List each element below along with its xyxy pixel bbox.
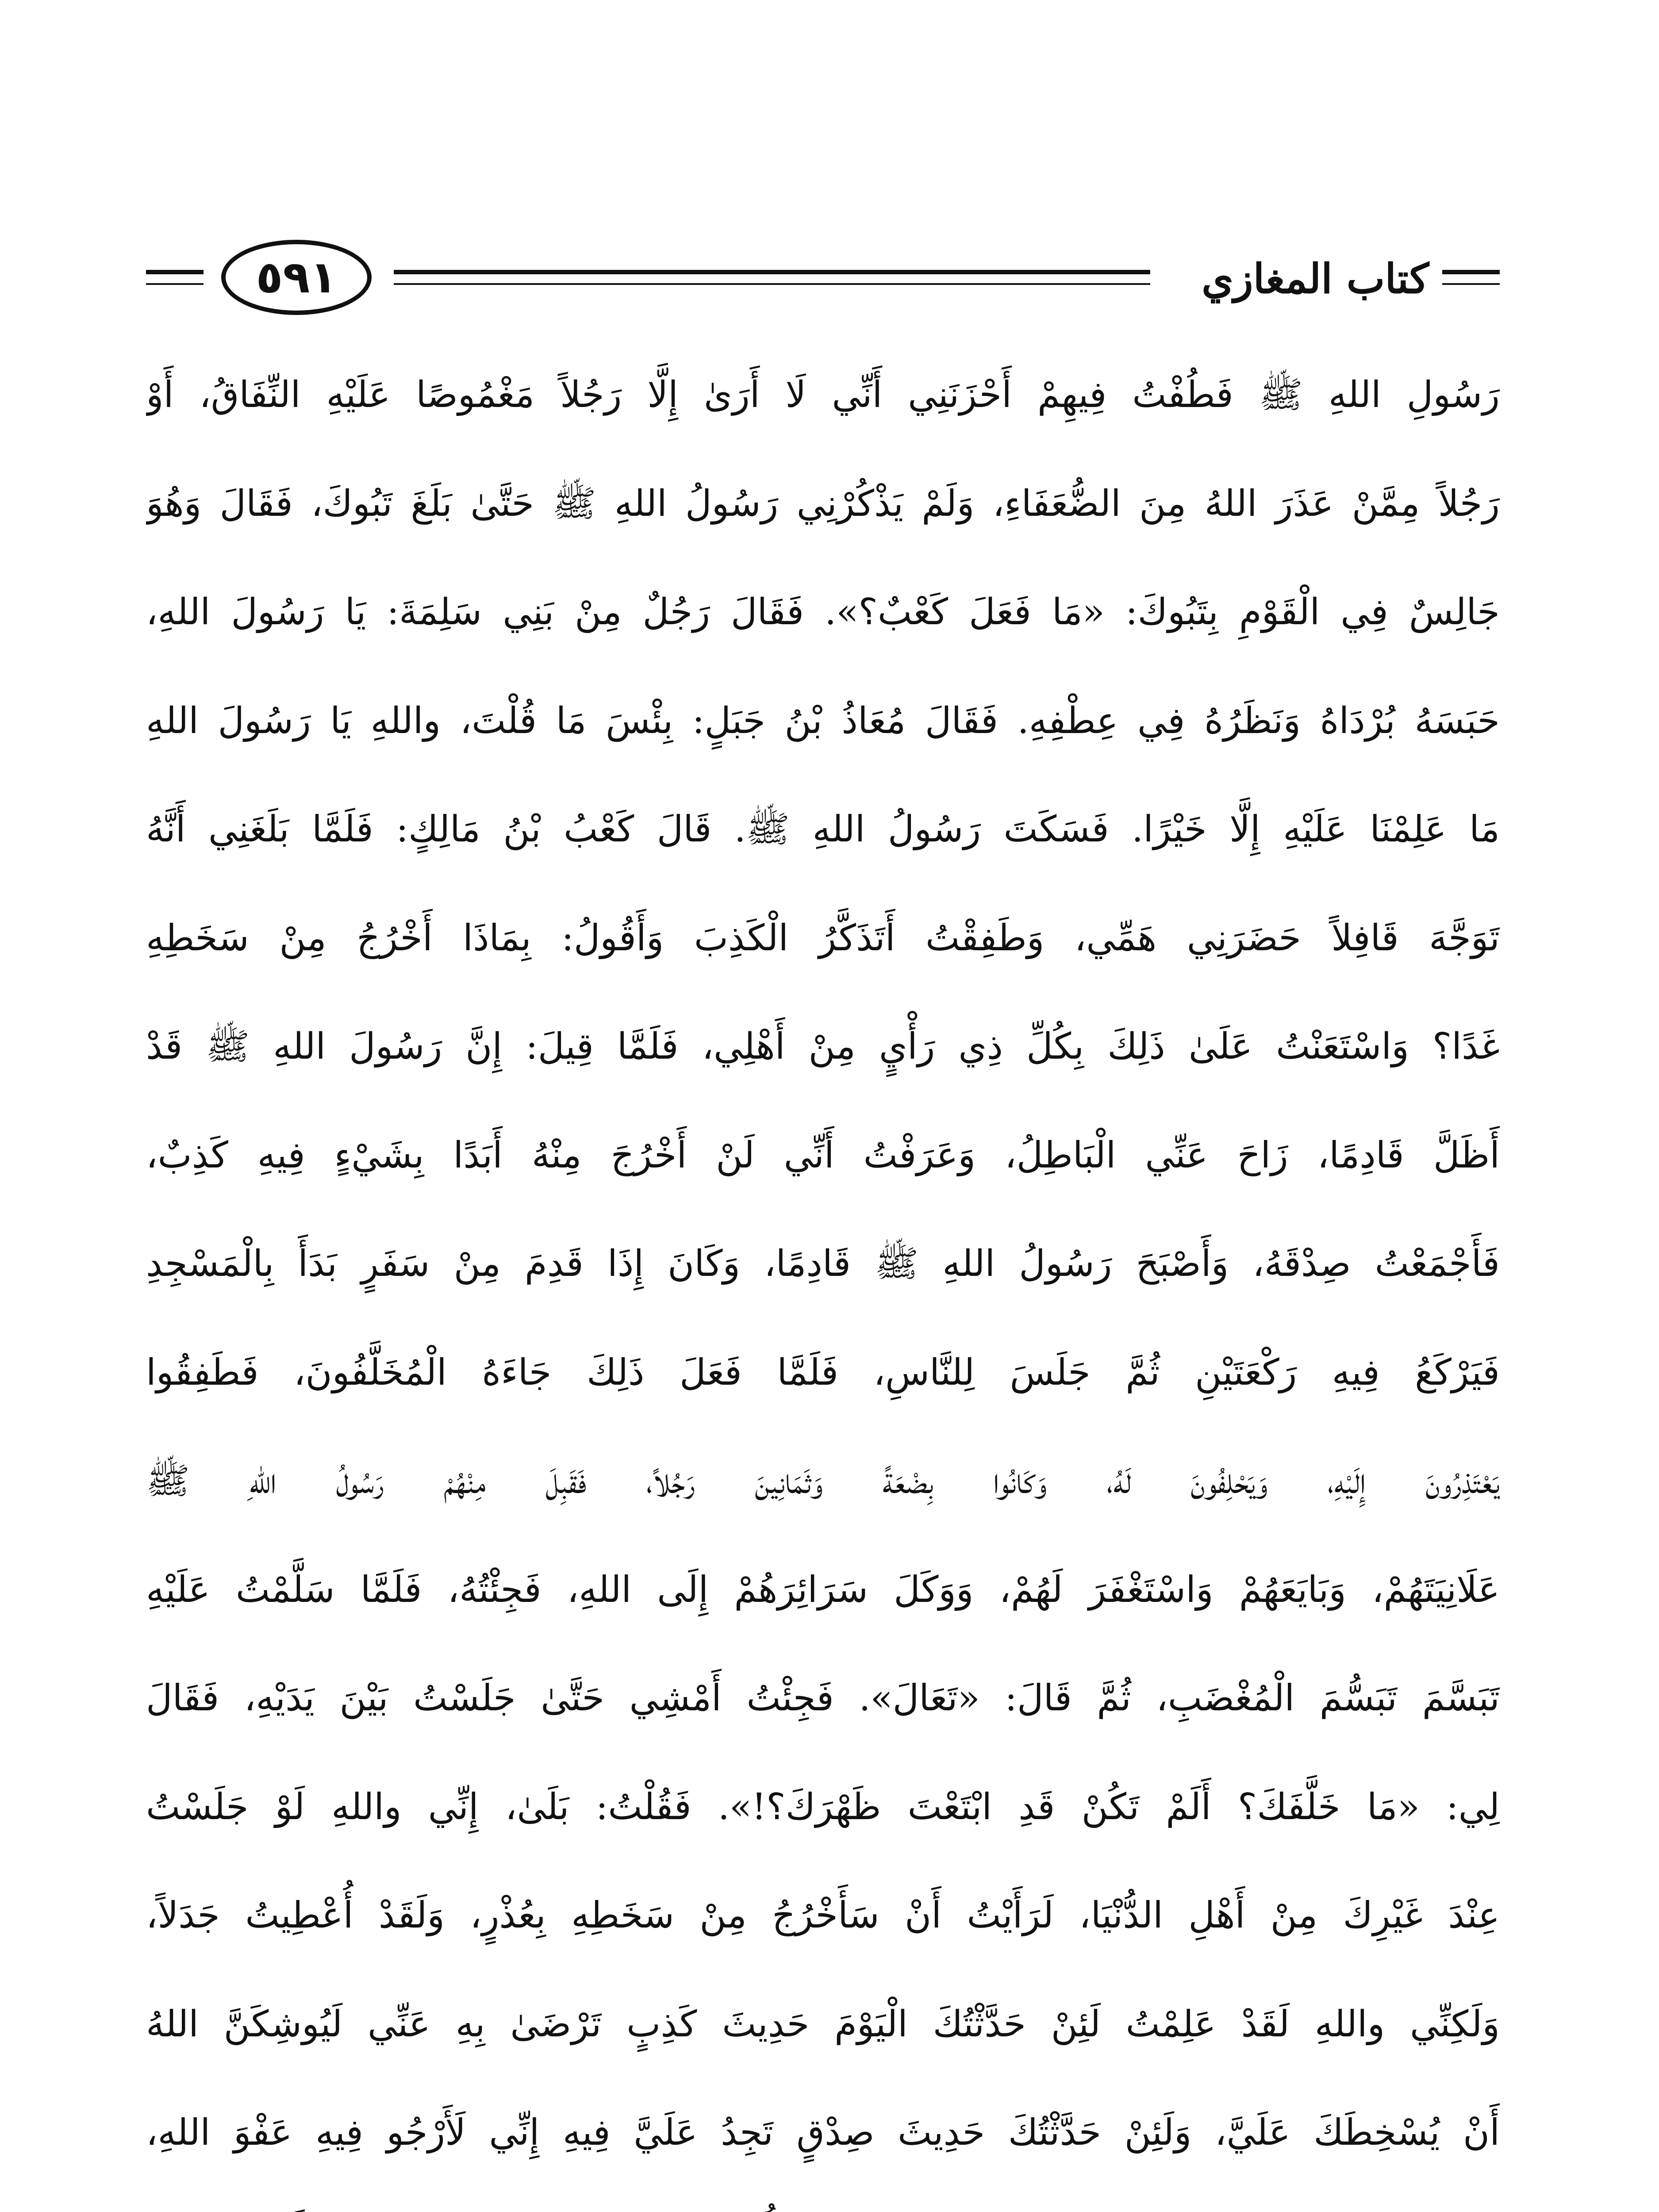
text-line: عَلَانِيَتَهُمْ، وَبَايَعَهُمْ وَاسْتَغْفَرَ لَهُمْ، وَوَكَلَ سَرَائِرَهُمْ إِلَى اللهِ، فَجِئْتُهُ، فَلَمَّا سَلَّمْتُ عَلَيْهِ (146, 1568, 1500, 1611)
chapter-title: كتاب المغازي (1202, 255, 1429, 303)
header-rule (1442, 283, 1500, 285)
text-line: لِي: «مَا خَلَّفَكَ؟ أَلَمْ تَكُنْ قَدِ ابْتَعْتَ ظَهْرَكَ؟!». فَقُلْتُ: بَلَىٰ، إِنِّي واللهِ لَوْ جَلَسْتُ (146, 1786, 1500, 1828)
text-line: أَظَلَّ قَادِمًا، زَاحَ عَنِّي الْبَاطِلُ، وَعَرَفْتُ أَنِّي لَنْ أَخْرُجَ مِنْهُ أَبَدًا بِشَيْءٍ فِيهِ كَذِبٌ، (146, 1134, 1500, 1176)
text-line: جَالِسٌ فِي الْقَوْمِ بِتَبُوكَ: «مَا فَعَلَ كَعْبٌ؟». فَقَالَ رَجُلٌ مِنْ بَنِي سَلِمَةَ: يَا رَسُولَ اللهِ، (146, 591, 1500, 633)
text-line: مَا عَلِمْنَا عَلَيْهِ إِلَّا خَيْرًا. فَسَكَتَ رَسُولُ اللهِ ﷺ. قَالَ كَعْبُ بْنُ مَالِكٍ: فَلَمَّا بَلَغَنِي أَنَّهُ (146, 808, 1500, 850)
header-rule (394, 283, 1150, 285)
text-line: فَيَرْكَعُ فِيهِ رَكْعَتَيْنِ ثُمَّ جَلَسَ لِلنَّاسِ، فَلَمَّا فَعَلَ ذَلِكَ جَاءَهُ الْمُخَلَّفُونَ، فَطَفِقُوا (146, 1351, 1500, 1394)
page-number: ٥٩١ (256, 251, 337, 303)
page-number-frame (195, 230, 398, 327)
running-header (146, 230, 1500, 327)
text-line: غَدًا؟ وَاسْتَعَنْتُ عَلَىٰ ذَلِكَ بِكُلِّ ذِي رَأْيٍ مِنْ أَهْلِي، فَلَمَّا قِيلَ: إِنَّ رَسُولَ اللهِ ﷺ قَدْ (146, 1025, 1500, 1068)
text-line (146, 2187, 1500, 2212)
text-line: أَنْ يُسْخِطَكَ عَلَيَّ، وَلَئِنْ حَدَّثْتُكَ حَدِيثَ صِدْقٍ تَجِدُ عَلَيَّ فِيهِ إِنِّي لَأَرْجُو فِيهِ عَفْوَ اللهِ، (146, 2112, 1500, 2154)
text-line: وَلَكِنِّي واللهِ لَقَدْ عَلِمْتُ لَئِنْ حَدَّثْتُكَ الْيَوْمَ حَدِيثَ كَذِبٍ تَرْضَىٰ بِهِ عَنِّي لَيُوشِكَنَّ اللهُ (146, 2003, 1500, 2045)
text-line: رَسُولِ اللهِ ﷺ فَطُفْتُ فِيهِمْ أَحْزَنَنِي أَنِّي لَا أَرَىٰ إِلَّا رَجُلاً مَغْمُوصًا عَلَيْهِ النِّفَاقُ، أَوْ (146, 374, 1500, 416)
text-line: رَجُلاً مِمَّنْ عَذَرَ اللهُ مِنَ الضُّعَفَاءِ، وَلَمْ يَذْكُرْنِي رَسُولُ اللهِ ﷺ حَتَّىٰ بَلَغَ تَبُوكَ، فَقَالَ وَهُوَ (146, 482, 1500, 525)
header-rule (394, 270, 1150, 274)
text-line: عِنْدَ غَيْرِكَ مِنْ أَهْلِ الدُّنْيَا، لَرَأَيْتُ أَنْ سَأَخْرُجُ مِنْ سَخَطِهِ بِعُذْرٍ، وَلَقَدْ أُعْطِيتُ جَدَلاً، (146, 1894, 1500, 1936)
text-line: حَبَسَهُ بُرْدَاهُ وَنَظَرُهُ فِي عِطْفِهِ. فَقَالَ مُعَاذُ بْنُ جَبَلٍ: بِئْسَ مَا قُلْتَ، واللهِ يَا رَسُولَ اللهِ (146, 699, 1500, 742)
text-line: تَوَجَّهَ قَافِلاً حَضَرَنِي هَمِّي، وَطَفِقْتُ أَتَذَكَّرُ الْكَذِبَ وَأَقُولُ: بِمَاذَا أَخْرُجُ مِنْ سَخَطِهِ (146, 917, 1500, 959)
text-line: يَعْتَذِرُونَ إِلَيْهِ، وَيَحْلِفُونَ لَهُ، وَكَانُوا بِضْعَةً وَثَمَانِينَ رَجُلاً، فَقَبِلَ مِنْهُمْ رَسُولُ اللهِ ﷺ (146, 1460, 1500, 1502)
text-body (146, 341, 1500, 2212)
text-line: تَبَسَّمَ تَبَسُّمَ الْمُغْضَبِ، ثُمَّ قَالَ: «تَعَالَ». فَجِئْتُ أَمْشِي حَتَّىٰ جَلَسْتُ بَيْنَ يَدَيْهِ، فَقَالَ (146, 1677, 1500, 1719)
header-rule (1442, 270, 1500, 274)
text-line: فَأَجْمَعْتُ صِدْقَهُ، وَأَصْبَحَ رَسُولُ اللهِ ﷺ قَادِمًا، وَكَانَ إِذَا قَدِمَ مِنْ سَفَرٍ بَدَأَ بِالْمَسْجِدِ (146, 1243, 1500, 1285)
